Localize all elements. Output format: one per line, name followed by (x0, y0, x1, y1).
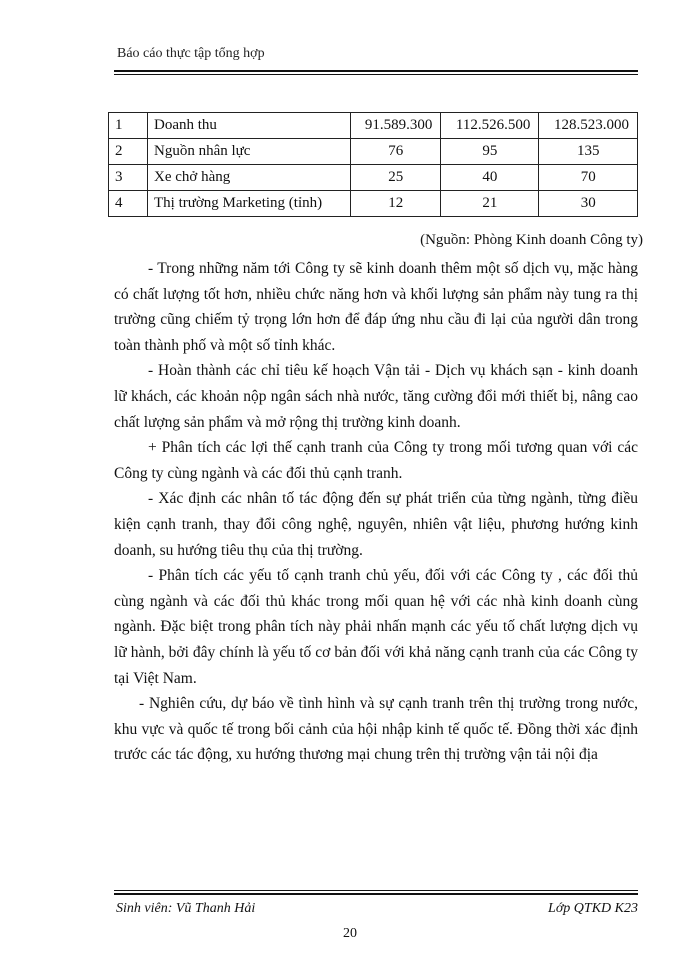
table-cell-value: 128.523.000 (539, 113, 638, 139)
table-cell-stt: 2 (109, 139, 148, 165)
table-cell-value: 91.589.300 (351, 113, 441, 139)
table-row (109, 165, 638, 191)
footer-rule-thin (114, 890, 638, 891)
table-row (109, 139, 638, 165)
table-cell-name: Thị trường Marketing (tỉnh) (148, 191, 351, 217)
header-rule-thick (114, 70, 638, 72)
paragraph: - Trong những năm tới Công ty sẽ kinh doanh thêm một số dịch vụ, mặc hàng có chất lượng tốt hơn, nhiều chức năng hơn và khối lượng sản phẩm này tung ra thị trường cũng chiếm tỷ trọng lớn hơn để đáp ứng nhu cầu đi lại của người dân trong toàn thành phố và một số tỉnh khác. (114, 260, 638, 354)
paragraph: + Phân tích các lợi thế cạnh tranh của Công ty trong mối tương quan với các Công ty cùng ngành và các đối thủ cạnh tranh. (114, 439, 638, 482)
table-cell-stt: 1 (109, 113, 148, 139)
table-source-note: (Nguồn: Phòng Kinh doanh Công ty) (420, 232, 643, 248)
paragraph: - Xác định các nhân tố tác động đến sự phát triển của từng ngành, từng điều kiện cạnh tranh, thay đổi công nghệ, nguyên, nhiên vật liệu, phương hướng kinh doanh, su hướng tiêu thụ của thị trường. (114, 490, 638, 559)
table-cell-value: 40 (441, 165, 539, 191)
table-cell-stt: 3 (109, 165, 148, 191)
table-cell-value: 76 (351, 139, 441, 165)
header-title: Báo cáo thực tập tổng hợp (117, 46, 265, 61)
table-cell-value: 21 (441, 191, 539, 217)
paragraph: - Hoàn thành các chỉ tiêu kế hoạch Vận tải - Dịch vụ khách sạn - kinh doanh lữ khách, các khoản nộp ngân sách nhà nước, tăng cường đổi mới thiết bị, nâng cao chất lượng sản phẩm và mở rộng thị trường kinh doanh. (114, 362, 638, 431)
footer-student-name: Sinh viên: Vũ Thanh Hải (116, 901, 256, 916)
table-cell-name: Nguồn nhân lực (148, 139, 351, 165)
table-cell-value: 70 (539, 165, 638, 191)
paragraph: - Phân tích các yếu tố cạnh tranh chủ yếu, đối với các Công ty , các đối thủ cùng ngành và các đối thủ khác trong mối quan hệ với các nhà kinh doanh cùng ngành. Đặc biệt trong phân tích này phải nhấn mạnh các yếu tố chất lượng dịch vụ lữ hành, bởi đây chính là yếu tố cơ bản đối với khả năng cạnh tranh của các Công ty tại Việt Nam. (114, 567, 638, 687)
table-cell-value: 30 (539, 191, 638, 217)
table-row (109, 113, 638, 139)
table-cell-value: 95 (441, 139, 539, 165)
footer-rule-thick (114, 893, 638, 895)
paragraph: - Nghiên cứu, dự báo về tình hình và sự cạnh tranh trên thị trường trong nước, khu vực và quốc tế trong bối cảnh của hội nhập kinh tế quốc tế. Đồng thời xác định trước các tác động, xu hướng thương mại chung trên thị trường vận tải nội địa (114, 695, 638, 764)
table-cell-value: 112.526.500 (441, 113, 539, 139)
table-row (109, 191, 638, 217)
table-cell-value: 25 (351, 165, 441, 191)
page-number: 20 (343, 926, 357, 941)
table-cell-stt: 4 (109, 191, 148, 217)
table-cell-value: 135 (539, 139, 638, 165)
header-rule-thin (114, 74, 638, 75)
table-cell-name: Xe chở hàng (148, 165, 351, 191)
statistics-table (108, 112, 638, 217)
footer-class-name: Lớp QTKD K23 (548, 901, 638, 916)
table-cell-value: 12 (351, 191, 441, 217)
body-text (114, 256, 638, 768)
table-cell-name: Doanh thu (148, 113, 351, 139)
